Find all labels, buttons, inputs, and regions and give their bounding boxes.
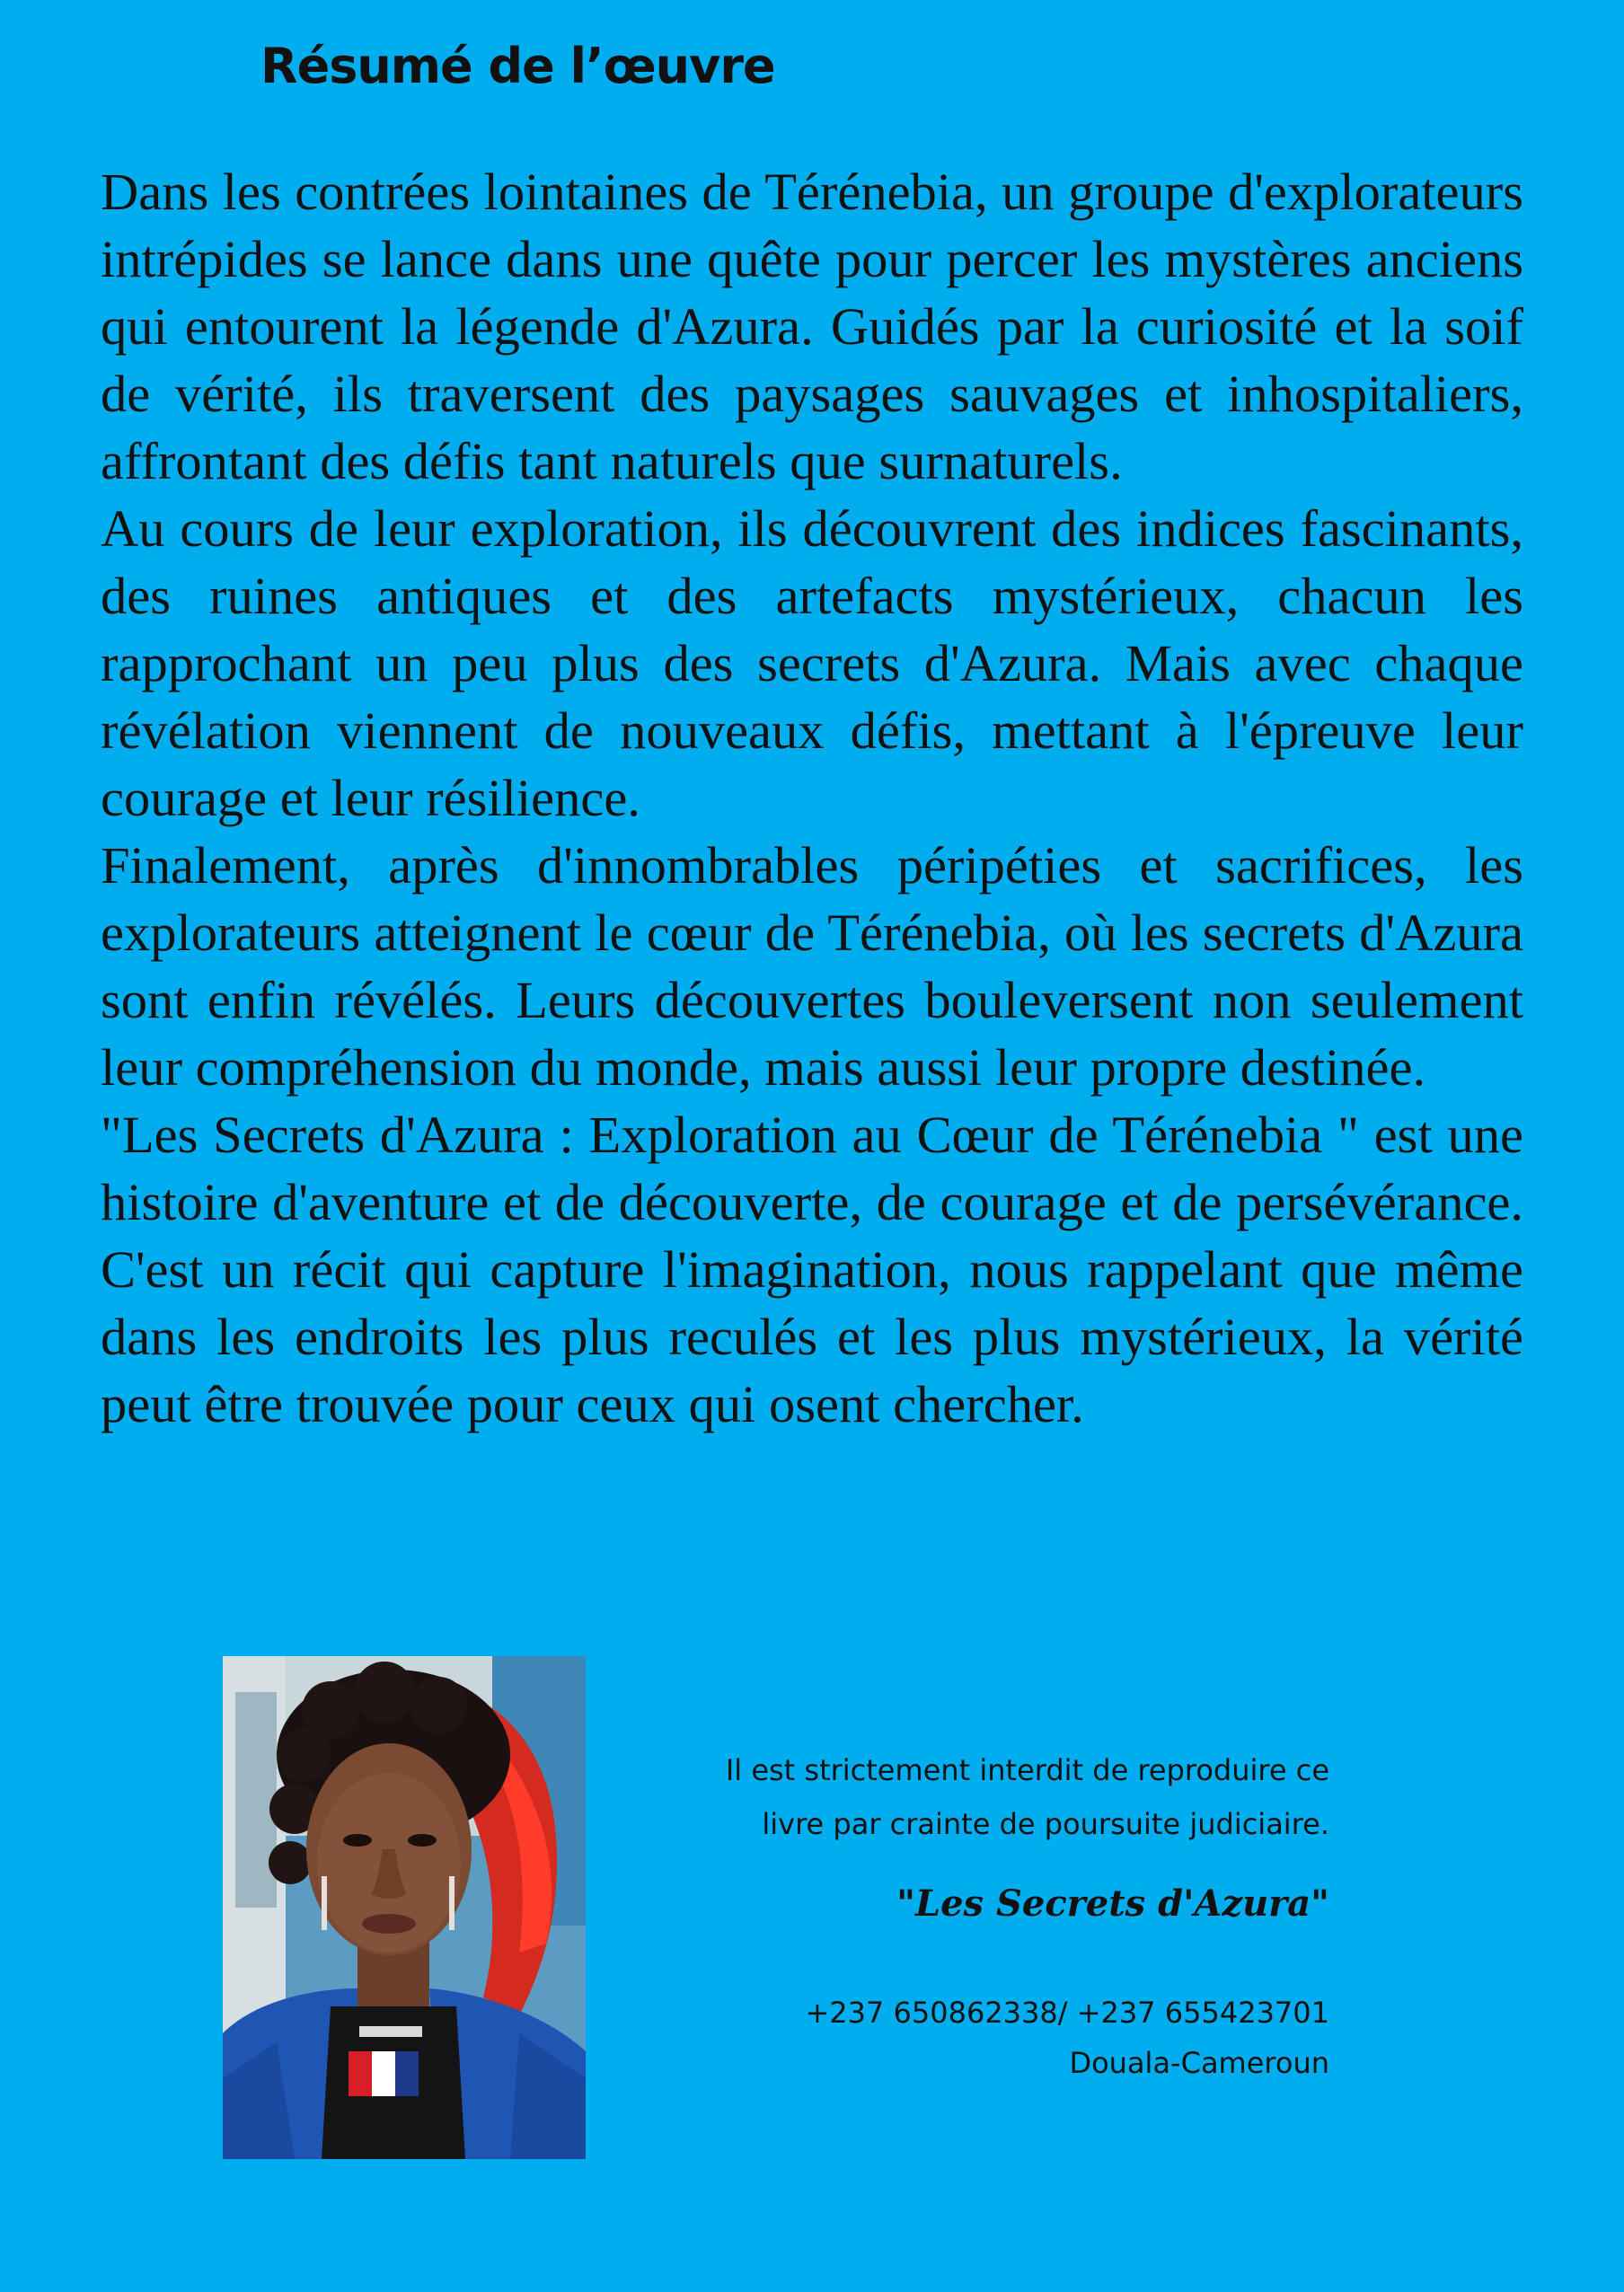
copyright-notice-line-2: livre par crainte de poursuite judiciaire. <box>762 1807 1329 1841</box>
summary-text <box>101 158 1523 1438</box>
author-photo <box>223 1656 586 2159</box>
summary-paragraph-2: Au cours de leur exploration, ils découvrent des indices fascinants, des ruines antiques et des artefacts mystérieux, chacun les rapprochant un peu plus des secrets d'Azura. Mais avec chaque révélation viennent de nouveaux défis, mettant à l'épreuve leur courage et leur résilience. <box>101 499 1523 827</box>
summary-paragraph-1: Dans les contrées lointaines de Térénebia, un groupe d'explorateurs intrépides se lance dans une quête pour percer les mystères anciens qui entourent la légende d'Azura. Guidés par la curiosité et la soif de vérité, ils traversent des paysages sauvages et inhospitaliers, affrontant des défis tant naturels que surnaturels. <box>101 163 1523 490</box>
phone-numbers: +237 650862338/ +237 655423701 <box>805 1996 1329 2030</box>
book-title: "Les Secrets d'Azura" <box>896 1882 1329 1925</box>
summary-title: Résumé de l’œuvre <box>260 38 775 94</box>
summary-paragraph-3: Finalement, après d'innombrables péripéties et sacrifices, les explorateurs atteignent le cœur de Térénebia, où les secrets d'Azura sont enfin révélés. Leurs découvertes bouleversent non seulement leur compréhension du monde, mais aussi leur propre destinée. <box>101 836 1523 1097</box>
copyright-notice-line-1: Il est strictement interdit de reproduire ce <box>725 1753 1329 1787</box>
summary-paragraph-4: "Les Secrets d'Azura : Exploration au Cœur de Térénebia " est une histoire d'aventure et de découverte, de courage et de persévérance. C'est un récit qui capture l'imagination, nous rappelant que même dans les endroits les plus reculés et les plus mystérieux, la vérité peut être trouvée pour ceux qui osent chercher. <box>101 1106 1523 1433</box>
location: Douala-Cameroun <box>1069 2046 1329 2080</box>
